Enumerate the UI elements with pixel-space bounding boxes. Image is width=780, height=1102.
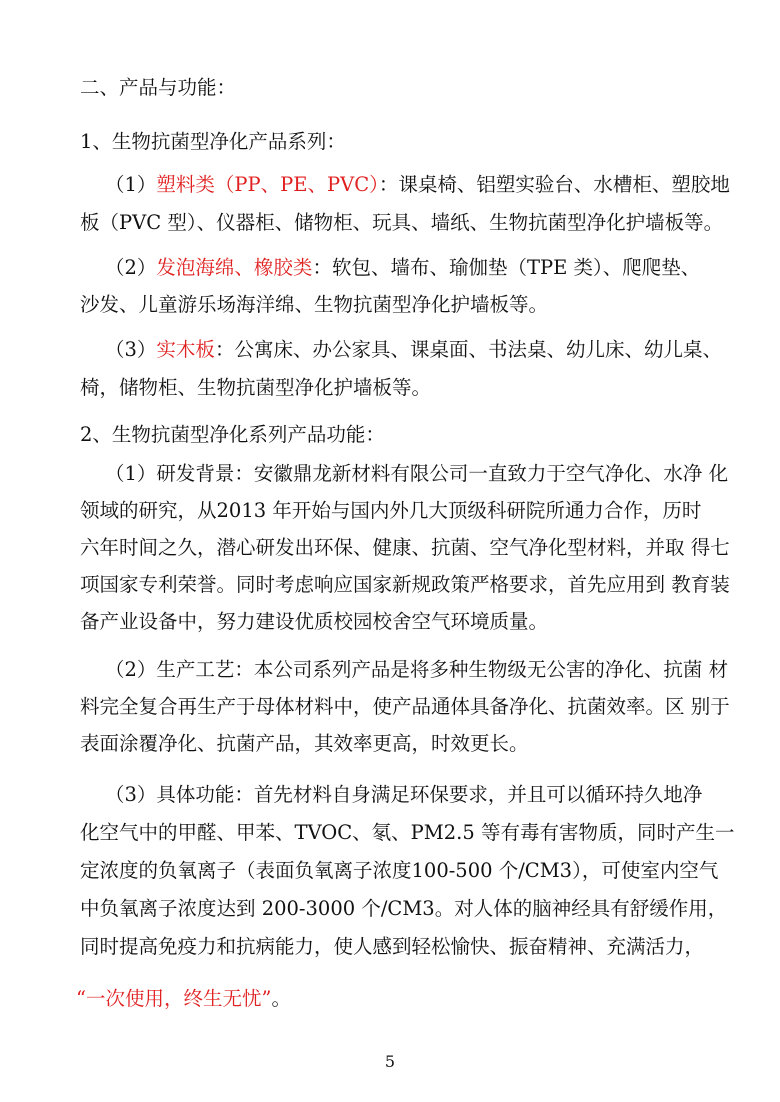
function-line: 中负氧离子浓度达到 200-3000 个/CM3。对人体的脑神经具有舒缓作用，	[80, 897, 728, 920]
item2-line1	[105, 256, 700, 280]
function-line: 化空气中的甲醛、甲苯、TVOC、氡、PM2.5 等有毒有害物质，同时产生一	[80, 821, 735, 844]
item3-line1	[105, 338, 722, 362]
research-line: （1）研发背景：安徽鼎龙新材料有限公司一直致力于空气净化、水净 化	[105, 462, 729, 485]
part1-heading: 1、生物抗菌型净化产品系列：	[80, 130, 346, 153]
section-title: 二、产品与功能：	[80, 76, 237, 99]
slogan: “一次使用，终生无忧”	[76, 987, 272, 1010]
process-line: （2）生产工艺：本公司系列产品是将多种生物级无公害的净化、抗菌 材	[105, 658, 729, 681]
item1-text: ：课桌椅、铝塑实验台、水槽柜、塑胶地	[378, 173, 730, 196]
function-line: （3）具体功能：首先材料自身满足环保要求，并且可以循环持久地净	[105, 783, 703, 806]
item1-prefix: （1）	[105, 173, 157, 196]
item3-category: 实木板	[156, 338, 215, 361]
page-number: 5	[384, 1052, 396, 1071]
item2-text: ：软包、墙布、瑜伽垫（TPE 类）、爬爬垫、	[312, 256, 701, 279]
research-line: 备产业设备中，努力建设优质校园校舍空气环境质量。	[80, 610, 549, 633]
item2-line2: 沙发、儿童游乐场海洋绵、生物抗菌型净化护墙板等。	[80, 293, 549, 316]
research-line: 六年时间之久，潜心研发出环保、健康、抗菌、空气净化型材料，并取 得七	[80, 536, 730, 559]
part2-heading: 2、生物抗菌型净化系列产品功能：	[80, 423, 385, 446]
research-line: 领域的研究，从2013 年开始与国内外几大顶级科研院所通力合作，历时	[80, 499, 702, 522]
slogan-end: 。	[271, 987, 291, 1010]
item1-category: 塑料类（PP、PE、PVC）	[156, 173, 379, 196]
slogan-line	[76, 987, 291, 1011]
function-line: 同时提高免疫力和抗病能力，使人感到轻松愉快、振奋精神、充满活力，	[80, 935, 705, 958]
item1-line2: 板（PVC 型）、仪器柜、储物柜、玩具、墙纸、生物抗菌型净化护墙板等。	[80, 211, 724, 234]
function-line: 定浓度的负氧离子（表面负氧离子浓度100-500 个/CM3），可使室内空气	[80, 859, 719, 882]
item2-prefix: （2）	[105, 256, 157, 279]
item1-line1	[105, 173, 730, 197]
process-line: 料完全复合再生产于母体材料中，使产品通体具备净化、抗菌效率。区 别于	[80, 695, 730, 718]
item2-category: 发泡海绵、橡胶类	[156, 256, 313, 279]
item3-text: ：公寓床、办公家具、课桌面、书法桌、幼儿床、幼儿桌、	[214, 338, 722, 361]
item3-line2: 椅，储物柜、生物抗菌型净化护墙板等。	[80, 376, 432, 399]
process-line: 表面涂覆净化、抗菌产品，其效率更高，时效更长。	[80, 732, 529, 755]
item3-prefix: （3）	[105, 338, 157, 361]
research-line: 项国家专利荣誉。同时考虑响应国家新规政策严格要求，首先应用到 教育装	[80, 573, 730, 596]
